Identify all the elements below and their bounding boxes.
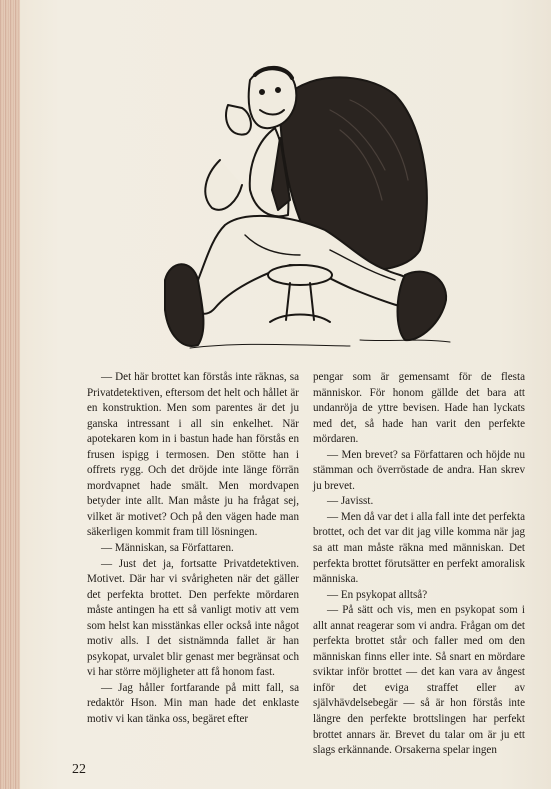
paragraph: — Men då var det i alla fall inte det perfekta brottet, och det var dit jag ville komma när jag sa att man måste räkna med människan. Det perfekta brottet förutsätter en perfekt amoralisk människa. [313, 510, 525, 586]
cartoon-man-on-stool-icon [150, 50, 460, 355]
paragraph: — Människan, sa Författaren. [101, 542, 234, 555]
paragraph: — På sätt och vis, men en psykopat som i allt annat reagerar som vi andra. Frågan om det perfekta brottet står och faller med om den människan finns eller inte. Så snart en mördare sviktar inför brottet — det kan vara av ångest inför det eviga straffet eller av självhävdelsebegär — så är hon förstås inte längre den perfekte brottslingen har perfekt brottet annars är. Brevet du talar om är ju ett slags erkännande. Orsakerna spelar ingen [313, 604, 525, 757]
paragraph: — Jag håller fortfarande på mitt fall, sa redaktör Hson. Min man hade det enklaste motiv vi kan tänka oss, begäret efter [87, 681, 299, 726]
page-edge-stack [0, 0, 20, 789]
paragraph: — Det här brottet kan förstås inte räknas, sa Privatdetektiven, eftersom det helt och hållet är en konstruktion. Men som parentes är det ju ganska intressant i all sin enkelhet. När apotekaren kom in i bastun hade han förstås en frusen ispigg i termosen. Den stötte han i offrets rygg. Och det dröjde inte länge förrän mordvapnet hade smält. Men mordvapen betyder inte allt. Man måste ju ha frågat sej, vilket är motivet? Och på den vägen hade man säkerligen kommit fram till lösningen. [87, 371, 299, 539]
paragraph: pengar som är gemensamt för de flesta människor. För honom gällde det bara att undanröja de yttre bevisen. Hade han lyckats med det, så hade han varit den perfekte mördaren. [313, 371, 525, 446]
text-column-right [313, 370, 525, 759]
paragraph: — En psykopat alltså? [327, 588, 428, 601]
paragraph: — Just det ja, fortsatte Privatdetektiven. Motivet. Där har vi svårigheten när det gäller det perfekta brottet. Den perfekte mördaren måste antingen ha ett så vanligt motiv att vem som helst kan misstänkas eller också inte något motiv alls. I det sistnämnda fallet är han psykopat, urvalet blir genast mer begränsat och vi har större möjligheter att få honom fast. [87, 557, 299, 679]
text-column-left [87, 370, 299, 728]
paragraph: — Javisst. [327, 495, 374, 508]
page-number: 22 [72, 762, 86, 777]
paragraph: — Men brevet? sa Författaren och höjde nu stämman och överröstade de andra. Han skrev ju brevet. [313, 448, 525, 492]
